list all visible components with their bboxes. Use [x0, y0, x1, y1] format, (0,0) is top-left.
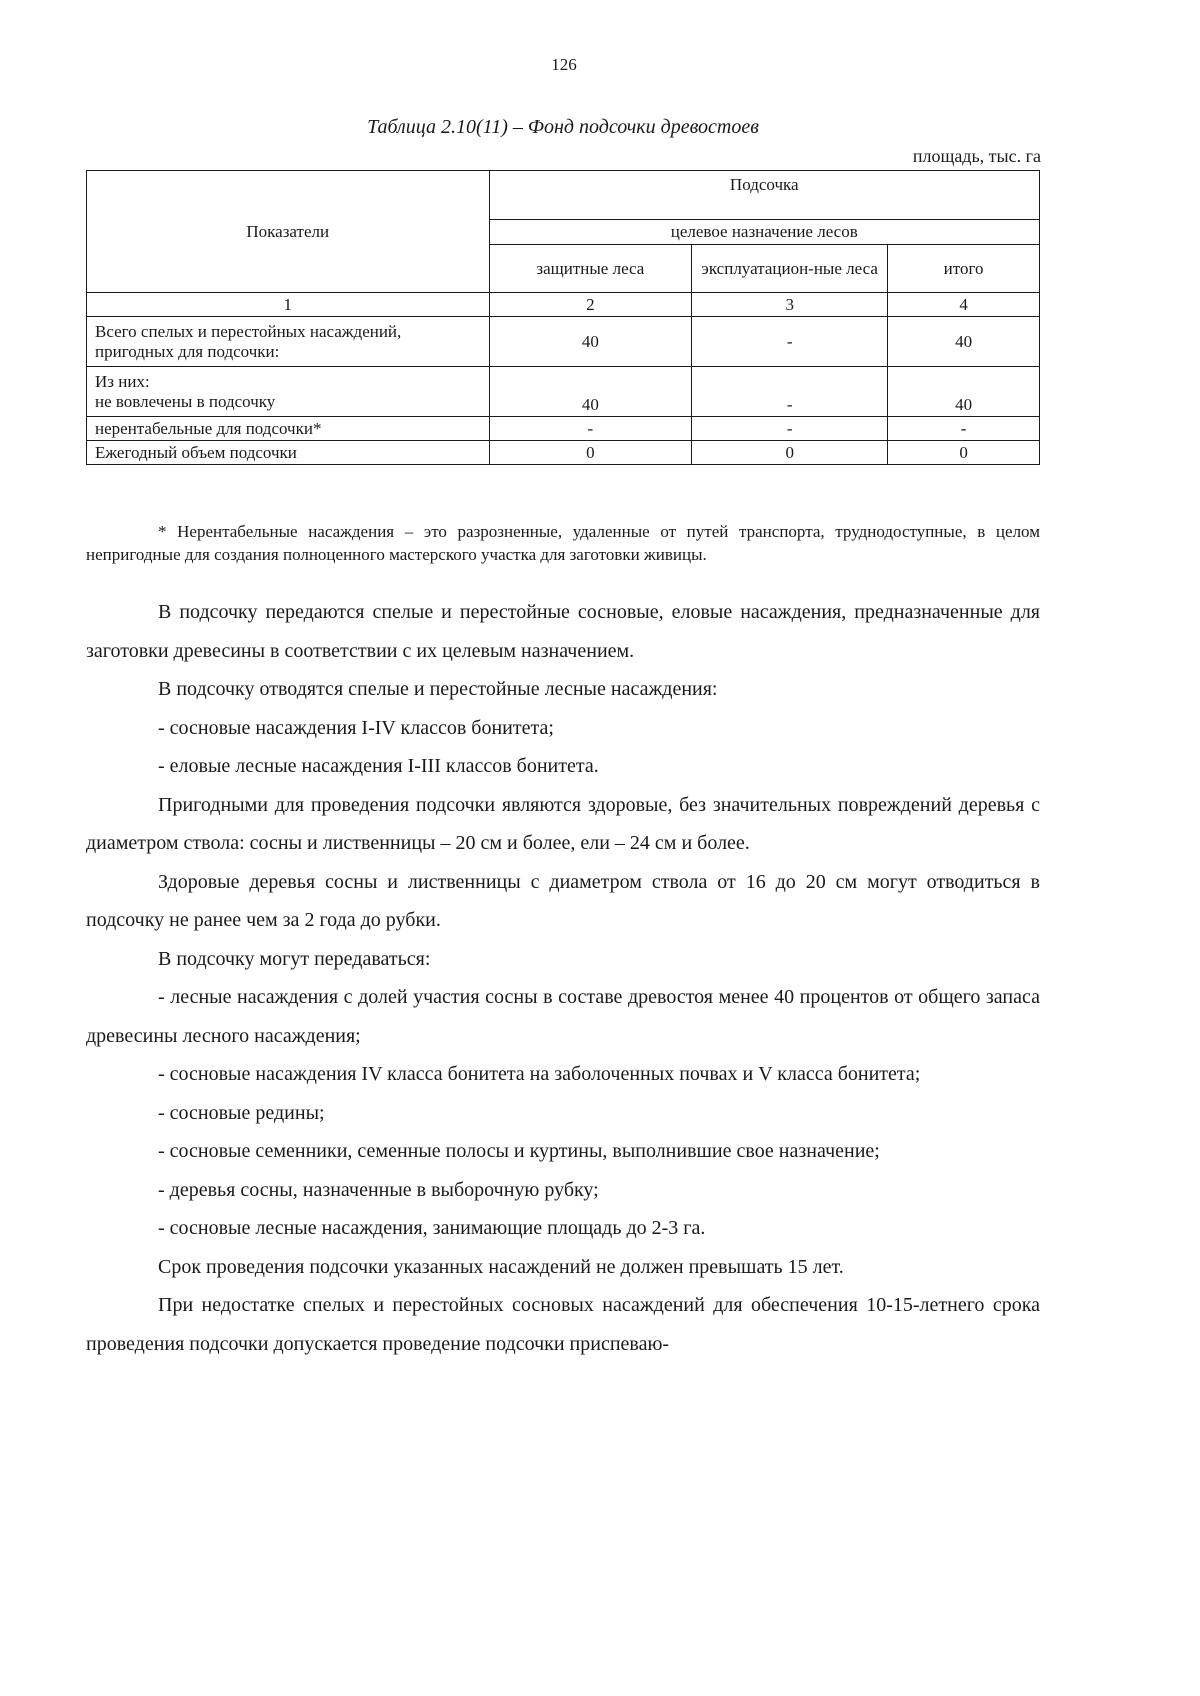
table-row — [87, 441, 1040, 465]
list-item: - сосновые семенники, семенные полосы и куртины, выполнившие свое назначение; — [158, 1140, 880, 1162]
paragraph: Здоровые деревья сосны и лиственницы с диаметром ствола от 16 до 20 см могут отводиться в подсочку не ранее чем за 2 года до рубки. — [86, 870, 1040, 931]
row-value: - — [692, 317, 888, 367]
row-value: 0 — [489, 441, 692, 465]
row-value: 40 — [888, 367, 1040, 417]
table-row — [87, 317, 1040, 367]
paragraph: При недостатке спелых и перестойных сосновых насаждений для обеспечения 10-15-летнего срока проведения подсочки допускается проведение подсочки приспеваю- — [86, 1294, 1040, 1355]
paragraph: В подсочку могут передаваться: — [158, 947, 431, 970]
header-col2: защитные леса — [489, 245, 692, 293]
row-value: - — [489, 417, 692, 441]
col-number: 3 — [692, 293, 888, 317]
paragraph: В подсочку передаются спелые и перестойные сосновые, еловые насаждения, предназначенные для заготовки древесины в соответствии с их целевым назначением. — [86, 601, 1040, 662]
list-item: - лесные насаждения с долей участия сосны в составе древостоя менее 40 процентов от общего запаса древесины лесного насаждения; — [86, 986, 1040, 1047]
table-units: площадь, тыс. га — [912, 146, 1041, 166]
header-col3: эксплуатацион-ные леса — [692, 245, 888, 293]
row-value: 0 — [888, 441, 1040, 465]
header-subgroup: целевое назначение лесов — [489, 220, 1040, 245]
row-value: 40 — [489, 317, 692, 367]
row-label-line: Из них: — [95, 371, 150, 391]
col-number: 2 — [489, 293, 692, 317]
row-value: - — [692, 417, 888, 441]
row-value: - — [888, 417, 1040, 441]
header-indicator: Показатели — [87, 171, 490, 293]
list-item: - сосновые насаждения IV класса бонитета на заболоченных почвах и V класса бонитета; — [158, 1063, 921, 1085]
col-number: 1 — [87, 293, 490, 317]
tapping-fund-table — [86, 170, 1040, 465]
row-value: 0 — [692, 441, 888, 465]
row-value: 40 — [888, 317, 1040, 367]
row-value: 40 — [489, 367, 692, 417]
table-row — [87, 367, 1040, 417]
table-footnote: * Нерентабельные насаждения – это разрозненные, удаленные от путей транспорта, труднодоступные, в целом непригодные для создания полноценного мастерского участка для заготовки живицы. — [86, 522, 1040, 564]
paragraph: В подсочку отводятся спелые и перестойные лесные насаждения: — [158, 678, 718, 700]
paragraph: Пригодными для проведения подсочки являются здоровые, без значительных повреждений деревья с диаметром ствола: сосны и лиственницы – 20 см и более, ели – 24 см и более. — [86, 793, 1040, 854]
list-item: - сосновые редины; — [158, 1101, 325, 1124]
table-row — [87, 417, 1040, 441]
row-value: - — [692, 367, 888, 417]
body-text — [86, 593, 1040, 1363]
list-item: - еловые лесные насаждения I-III классов бонитета. — [158, 755, 599, 777]
list-item: - сосновые лесные насаждения, занимающие площадь до 2-3 га. — [158, 1217, 706, 1239]
header-group: Подсочка — [489, 171, 1040, 220]
table-caption: Таблица 2.10(11) – Фонд подсочки древостоев — [367, 116, 759, 138]
row-label — [87, 367, 490, 417]
header-col4: итого — [888, 245, 1040, 293]
row-label-line: не вовлечены в подсочку — [95, 391, 276, 411]
row-label: Ежегодный объем подсочки — [87, 441, 490, 465]
page-number: 126 — [551, 55, 577, 74]
paragraph: Срок проведения подсочки указанных насаждений не должен превышать 15 лет. — [158, 1255, 844, 1278]
row-label: Всего спелых и перестойных насаждений, пригодных для подсочки: — [87, 317, 490, 367]
col-number: 4 — [888, 293, 1040, 317]
list-item: - деревья сосны, назначенные в выборочную рубку; — [158, 1178, 599, 1201]
row-label: нерентабельные для подсочки* — [87, 417, 490, 441]
list-item: - сосновые насаждения I-IV классов бонитета; — [158, 716, 554, 739]
